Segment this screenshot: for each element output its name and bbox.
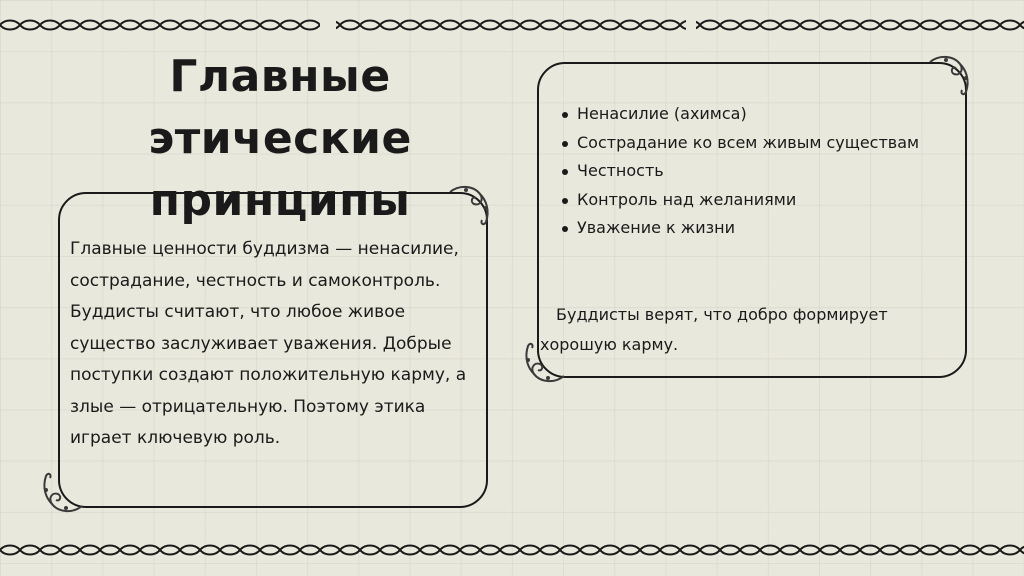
main-paragraph: Главные ценности буддизма — ненасилие, сострадание, честность и самоконтроль. Буддисты считают, что любое живое существо заслуживает уважения. Добрые поступки создают положительную карму, а злые — отрицательную. Поэтому этика играет ключевую роль. xyxy=(70,239,467,448)
karma-note: Буддисты верят, что добро формирует хорошую карму. xyxy=(540,305,888,354)
list-item: Контроль над желаниями xyxy=(558,186,958,215)
slide-title: Главные этические принципы xyxy=(148,51,412,226)
principles-list xyxy=(558,100,958,243)
flourish-ornament-icon xyxy=(446,182,492,228)
top-chain-border xyxy=(0,18,1024,32)
flourish-ornament-icon xyxy=(926,52,972,98)
list-item: Честность xyxy=(558,157,958,186)
list-item: Ненасилие (ахимса) xyxy=(558,100,958,129)
bottom-chain-border xyxy=(0,543,1024,557)
flourish-ornament-icon xyxy=(40,470,86,516)
flourish-ornament-icon xyxy=(522,340,568,386)
list-item: Сострадание ко всем живым существам xyxy=(558,129,958,158)
list-item: Уважение к жизни xyxy=(558,214,958,243)
